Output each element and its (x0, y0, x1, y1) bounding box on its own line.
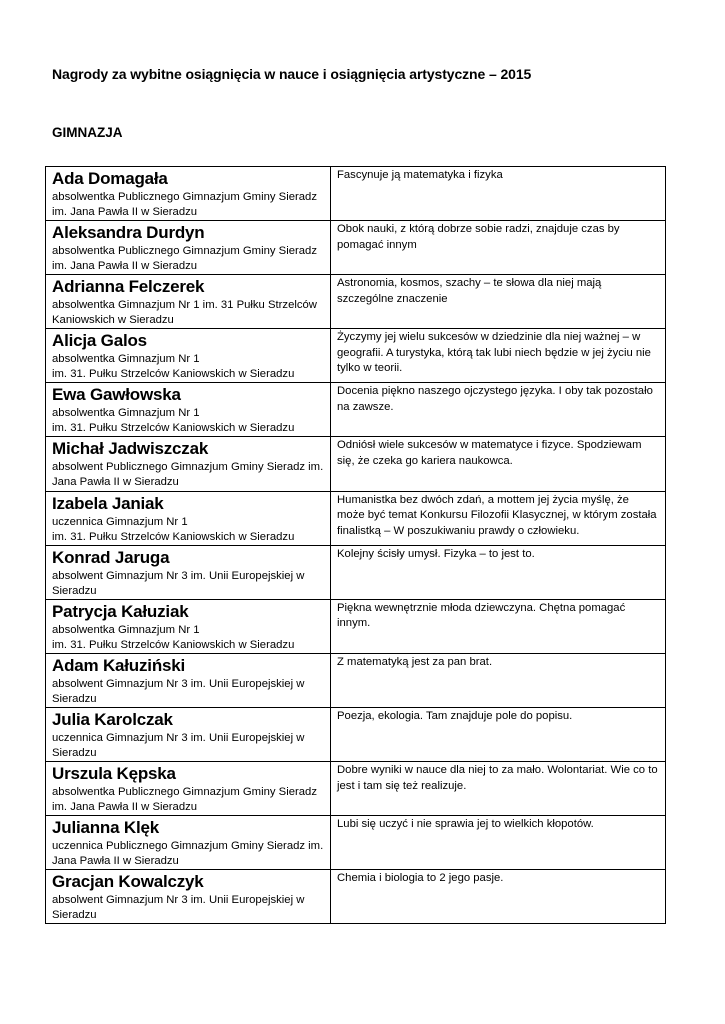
student-name: Patrycja Kałuziak (52, 601, 189, 621)
student-name: Julianna Klęk (52, 818, 159, 838)
student-school: absolwent Gimnazjum Nr 3 im. Unii Europejskiej w Sieradzu (52, 894, 305, 922)
student-name: Michał Jadwiszczak (52, 439, 209, 459)
document-title: Nagrody za wybitne osiągnięcia w nauce i osiągnięcia artystyczne – 2015 (52, 66, 532, 82)
award-note: Z matematyką jest za pan brat. (331, 653, 666, 707)
table-row (46, 599, 666, 653)
student-school: absolwentka Publicznego Gimnazjum Gminy Sieradz im. Jana Pawła II w Sieradzu (52, 786, 317, 814)
student-cell (46, 762, 331, 816)
student-cell (46, 816, 331, 870)
student-cell (46, 870, 331, 924)
student-cell (46, 275, 331, 329)
student-cell (46, 653, 331, 707)
award-note: Lubi się uczyć i nie sprawia jej to wielkich kłopotów. (331, 816, 666, 870)
table-row (46, 816, 666, 870)
student-cell (46, 599, 331, 653)
table-row (46, 653, 666, 707)
award-note: Kolejny ścisły umysł. Fizyka – to jest to. (331, 545, 666, 599)
student-school: absolwentka Gimnazjum Nr 1 im. 31. Pułku Strzelców Kaniowskich w Sieradzu (52, 353, 295, 381)
student-school: absolwent Gimnazjum Nr 3 im. Unii Europejskiej w Sieradzu (52, 677, 305, 705)
student-school: absolwent Gimnazjum Nr 3 im. Unii Europejskiej w Sieradzu (52, 569, 305, 597)
table-row (46, 383, 666, 437)
award-note: Docenia piękno naszego ojczystego języka. I oby tak pozostało na zawsze. (331, 383, 666, 437)
student-school: absolwentka Publicznego Gimnazjum Gminy Sieradz im. Jana Pawła II w Sieradzu (52, 245, 317, 273)
table-row (46, 167, 666, 221)
student-name: Izabela Janiak (52, 493, 164, 513)
award-note: Życzymy jej wielu sukcesów w dziedzinie dla niej ważnej – w geografii. A turystyka, którą tak lubi niech będzie w jej życiu nie tylko w teorii. (331, 329, 666, 383)
section-heading: GIMNAZJA (52, 125, 123, 140)
student-school: absolwentka Gimnazjum Nr 1 im. 31. Pułku Strzelców Kaniowskich w Sieradzu (52, 623, 295, 651)
student-school: absolwentka Gimnazjum Nr 1 im. 31 Pułku Strzelców Kaniowskich w Sieradzu (52, 299, 317, 327)
award-note: Odniósł wiele sukcesów w matematyce i fizyce. Spodziewam się, że czeka go kariera naukowca. (331, 437, 666, 491)
student-school: absolwentka Gimnazjum Nr 1 im. 31. Pułku Strzelców Kaniowskich w Sieradzu (52, 407, 295, 435)
award-note: Dobre wyniki w nauce dla niej to za mało. Wolontariat. Wie co to jest i tam się też realizuje. (331, 762, 666, 816)
student-name: Aleksandra Durdyn (52, 223, 205, 243)
table-row (46, 329, 666, 383)
award-note: Chemia i biologia to 2 jego pasje. (331, 870, 666, 924)
student-cell (46, 329, 331, 383)
award-note: Fascynuje ją matematyka i fizyka (331, 167, 666, 221)
student-cell (46, 491, 331, 545)
student-name: Alicja Galos (52, 331, 147, 351)
award-note: Astronomia, kosmos, szachy – te słowa dla niej mają szczególne znaczenie (331, 275, 666, 329)
student-name: Ewa Gawłowska (52, 385, 181, 405)
table-row (46, 707, 666, 761)
student-school: uczennica Gimnazjum Nr 1 im. 31. Pułku Strzelców Kaniowskich w Sieradzu (52, 515, 295, 543)
student-cell (46, 437, 331, 491)
table-row (46, 870, 666, 924)
student-cell (46, 383, 331, 437)
student-school: absolwent Publicznego Gimnazjum Gminy Sieradz im. Jana Pawła II w Sieradzu (52, 461, 324, 489)
table-row (46, 762, 666, 816)
student-name: Julia Karolczak (52, 709, 173, 729)
awards-table-body (46, 167, 666, 924)
student-cell (46, 167, 331, 221)
award-note: Piękna wewnętrznie młoda dziewczyna. Chętna pomagać innym. (331, 599, 666, 653)
student-name: Adam Kałuziński (52, 655, 186, 675)
award-note: Obok nauki, z którą dobrze sobie radzi, znajduje czas by pomagać innym (331, 221, 666, 275)
student-cell (46, 545, 331, 599)
award-note: Poezja, ekologia. Tam znajduje pole do popisu. (331, 707, 666, 761)
table-row (46, 221, 666, 275)
student-name: Gracjan Kowalczyk (52, 872, 204, 892)
student-name: Adrianna Felczerek (52, 277, 205, 297)
student-cell (46, 221, 331, 275)
awards-table (45, 166, 666, 924)
student-school: uczennica Gimnazjum Nr 3 im. Unii Europejskiej w Sieradzu (52, 731, 305, 759)
student-name: Konrad Jaruga (52, 547, 170, 567)
award-note: Humanistka bez dwóch zdań, a mottem jej życia myślę, że może być temat Konkursu Filozofii Klasycznej, w którym została finalistką – W poszukiwaniu prawdy o człowieku. (331, 491, 666, 545)
student-cell (46, 707, 331, 761)
table-row (46, 437, 666, 491)
table-row (46, 275, 666, 329)
student-school: absolwentka Publicznego Gimnazjum Gminy Sieradz im. Jana Pawła II w Sieradzu (52, 191, 317, 218)
student-name: Ada Domagała (52, 169, 168, 188)
table-row (46, 545, 666, 599)
student-name: Urszula Kępska (52, 764, 176, 784)
student-school: uczennica Publicznego Gimnazjum Gminy Sieradz im. Jana Pawła II w Sieradzu (52, 840, 324, 868)
table-row (46, 491, 666, 545)
